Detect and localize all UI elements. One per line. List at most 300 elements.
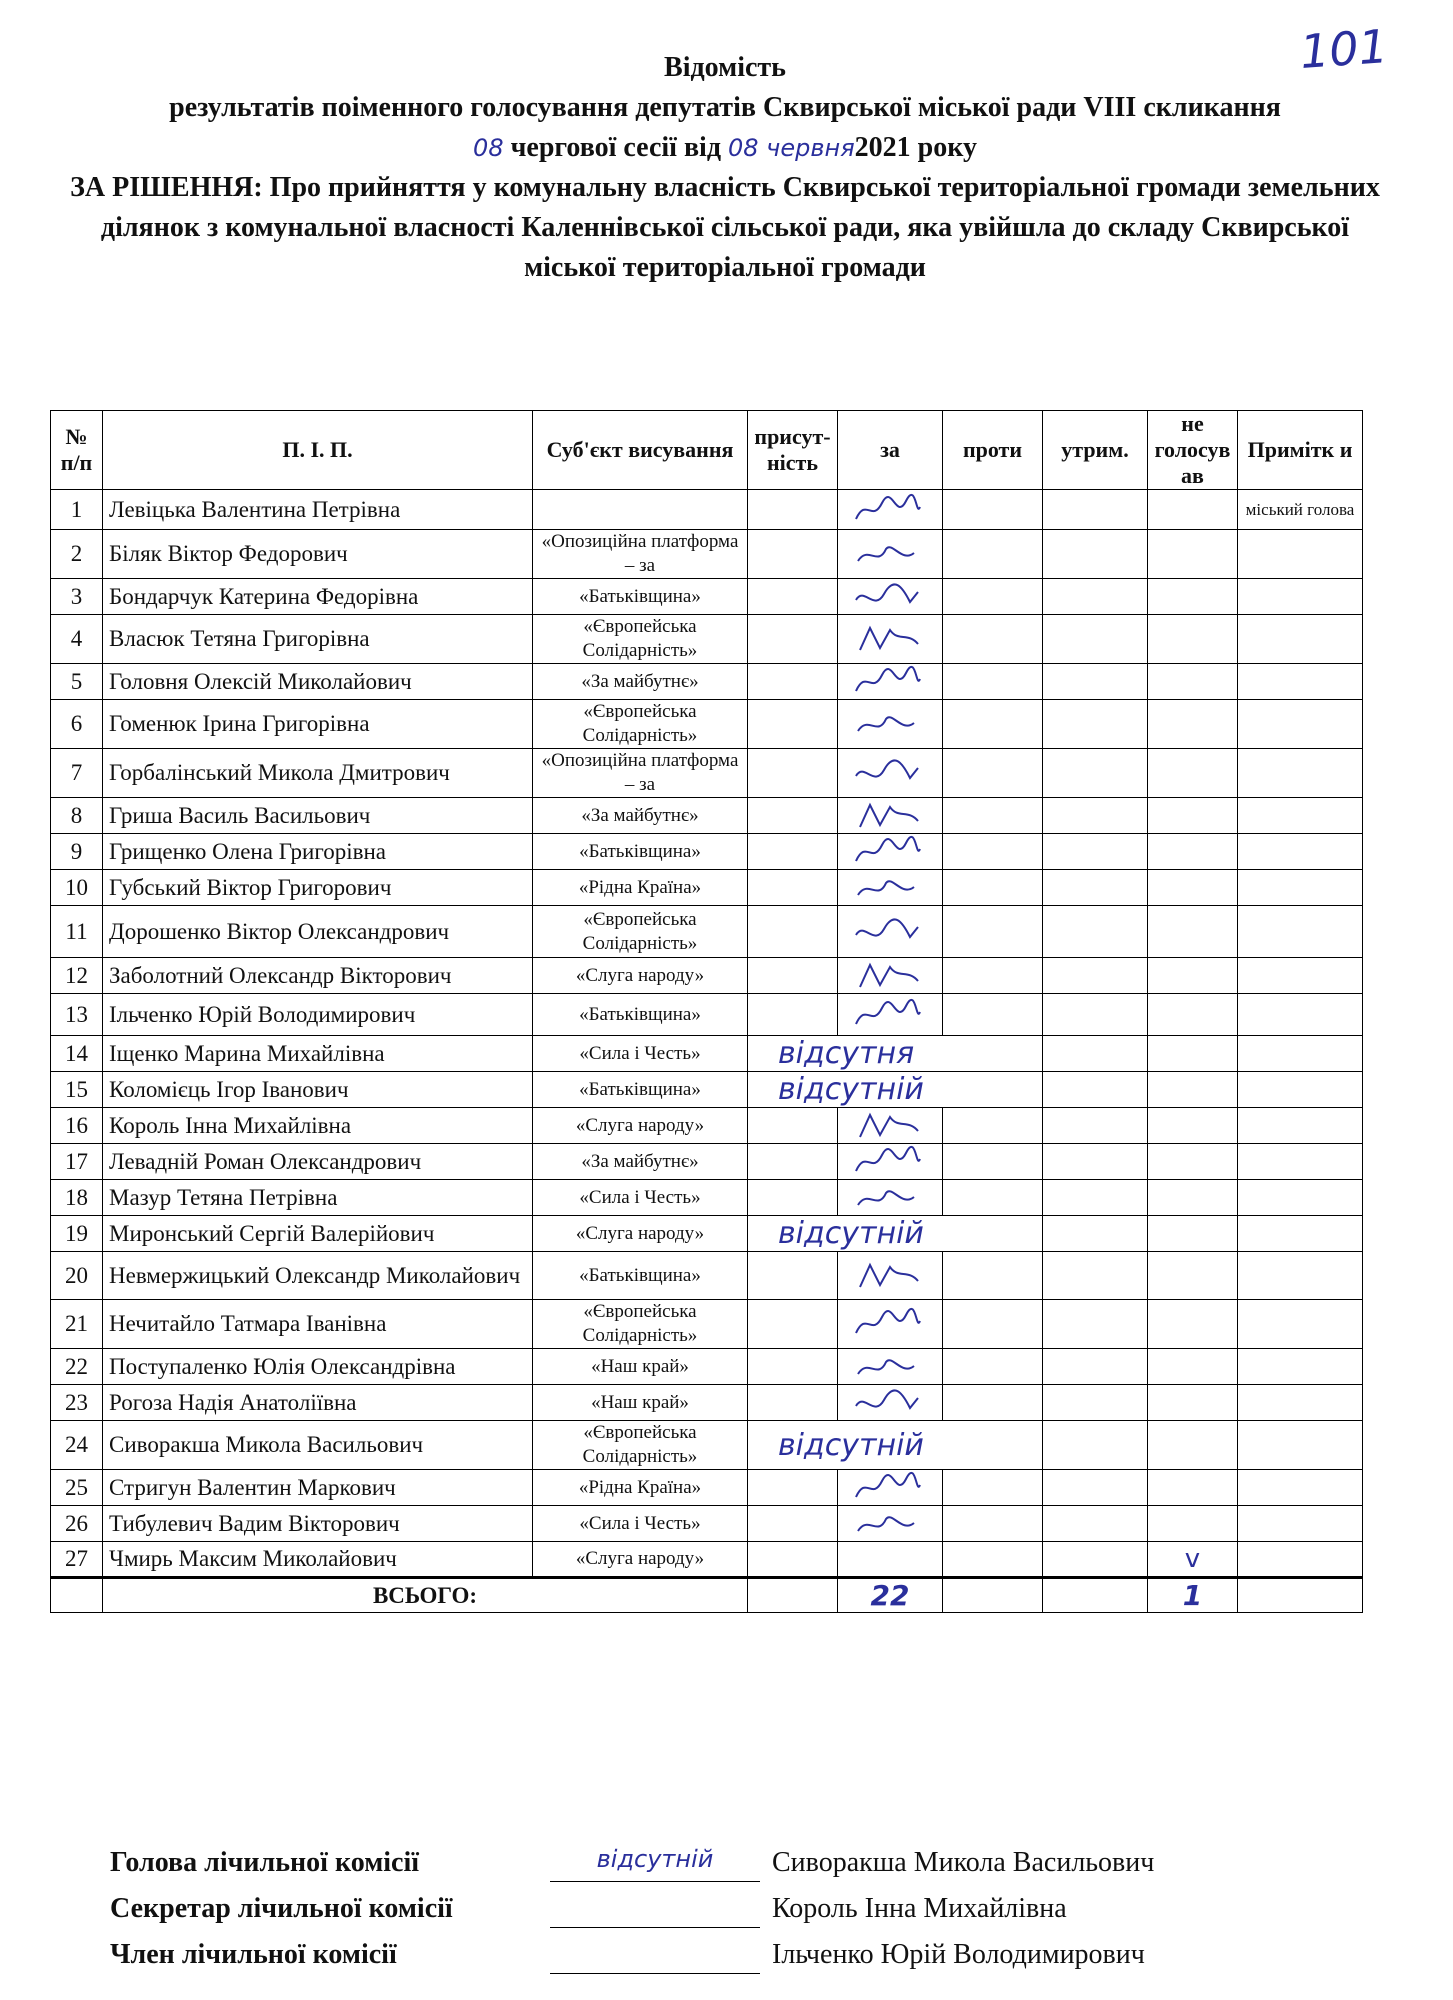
table-row [51,490,1363,530]
note-cell [1238,579,1363,615]
totals-not-voted: 1 [1148,1578,1238,1613]
handwritten-signature [852,665,922,699]
session-line [60,128,1390,168]
not-voted-cell [1148,906,1238,958]
present-cell [748,1108,838,1144]
deputy-party: «Європейська Солідарність» [533,906,748,958]
note-cell [1238,870,1363,906]
for-cell [838,1108,943,1144]
abstain-cell [1043,1542,1148,1578]
abstain-cell [1043,1385,1148,1421]
abstain-cell [1043,1252,1148,1300]
row-number: 9 [51,834,103,870]
table-row [51,1144,1363,1180]
row-number: 11 [51,906,103,958]
note-cell [1238,1144,1363,1180]
voting-table-wrap [50,410,1362,1613]
not-voted-cell [1148,1144,1238,1180]
deputy-name: Мазур Тетяна Петрівна [103,1180,533,1216]
present-cell [748,1180,838,1216]
abstain-cell [1043,749,1148,798]
header-against: проти [943,411,1043,490]
present-cell [748,958,838,994]
table-row [51,749,1363,798]
handwritten-signature [852,915,922,949]
row-number: 23 [51,1385,103,1421]
present-cell [748,834,838,870]
not-voted-cell [1148,994,1238,1036]
present-cell [748,1385,838,1421]
present-cell [748,906,838,958]
row-number: 15 [51,1072,103,1108]
deputy-name: Сиворакша Микола Васильович [103,1421,533,1470]
deputy-name: Горбалінський Микола Дмитрович [103,749,533,798]
abstain-cell [1043,490,1148,530]
present-cell [748,1349,838,1385]
abstain-cell [1043,834,1148,870]
table-row [51,906,1363,958]
deputy-party: «Наш край» [533,1385,748,1421]
abstain-cell [1043,870,1148,906]
abstain-cell [1043,994,1148,1036]
note-cell [1238,1252,1363,1300]
not-voted-mark: v [1148,1542,1238,1578]
row-number: 20 [51,1252,103,1300]
session-date: 08 червня [728,134,855,162]
deputy-party: «Батьківщина» [533,1072,748,1108]
deputy-party: «Сила і Честь» [533,1036,748,1072]
signature-line [550,1891,760,1928]
deputy-name: Миронський Сергій Валерійович [103,1216,533,1252]
row-number: 3 [51,579,103,615]
handwritten-signature [852,959,922,993]
not-voted-cell [1148,700,1238,749]
deputy-name: Дорошенко Віктор Олександрович [103,906,533,958]
for-cell [838,1300,943,1349]
deputy-party: «Рідна Країна» [533,870,748,906]
not-voted-cell [1148,749,1238,798]
for-cell [838,1542,943,1578]
table-row [51,834,1363,870]
not-voted-cell [1148,1036,1238,1072]
deputy-name: Заболотний Олександр Вікторович [103,958,533,994]
deputy-name: Бондарчук Катерина Федорівна [103,579,533,615]
decision-title: ЗА РІШЕННЯ: Про прийняття у комунальну власність Сквирської територіальної громади земельних ділянок з комунальної власності Каленнівської сільської ради, яка увійшла до складу Сквирської міської територіальної громади [70,172,1380,283]
document-subtitle: результатів поіменного голосування депутатів Сквирської міської ради VIII скликання [169,92,1281,123]
deputy-name: Грищенко Олена Григорівна [103,834,533,870]
table-row [51,798,1363,834]
not-voted-cell [1148,1252,1238,1300]
present-cell [748,664,838,700]
note-cell: міський голова [1238,490,1363,530]
row-number: 18 [51,1180,103,1216]
against-cell [943,749,1043,798]
handwritten-signature [852,1145,922,1179]
table-row [51,1036,1363,1072]
table-row [51,994,1363,1036]
for-cell [838,490,943,530]
footer-row-member [110,1932,1310,1978]
row-number: 1 [51,490,103,530]
deputy-party: «Наш край» [533,1349,748,1385]
against-cell [943,1470,1043,1506]
against-cell [943,1300,1043,1349]
against-cell [943,700,1043,749]
for-cell [838,870,943,906]
abstain-cell [1043,1072,1148,1108]
deputy-name: Гриша Василь Васильович [103,798,533,834]
note-cell [1238,615,1363,664]
deputy-name: Власюк Тетяна Григорівна [103,615,533,664]
for-cell [838,1144,943,1180]
not-voted-cell [1148,579,1238,615]
footer-row-chair [110,1840,1310,1886]
for-cell [838,579,943,615]
handwritten-signature [852,871,922,905]
for-cell [838,1470,943,1506]
session-number: 08 [473,134,504,162]
footer-name: Сиворакша Микола Васильович [772,1847,1155,1878]
note-cell [1238,700,1363,749]
for-cell [838,530,943,579]
abstain-cell [1043,700,1148,749]
against-cell [943,1108,1043,1144]
header-name: П. І. П. [103,411,533,490]
for-cell [838,906,943,958]
header-note: Примітк и [1238,411,1363,490]
absent-note: відсутній [748,1216,1043,1252]
commission-signatures [110,1840,1310,1978]
against-cell [943,1144,1043,1180]
row-number: 14 [51,1036,103,1072]
table-row [51,1180,1363,1216]
table-row [51,958,1363,994]
document-title: Відомість [664,52,786,83]
note-cell [1238,1506,1363,1542]
for-cell [838,1385,943,1421]
handwritten-signature [852,1471,922,1505]
table-body [51,490,1363,1613]
table-header-row [51,411,1363,490]
present-cell [748,615,838,664]
against-cell [943,1180,1043,1216]
session-line-mid: чергової сесії від [503,132,729,163]
deputy-party: «За майбутнє» [533,1144,748,1180]
row-number: 12 [51,958,103,994]
deputy-party: «Батьківщина» [533,1252,748,1300]
for-cell [838,958,943,994]
handwritten-signature [852,580,922,614]
for-cell [838,749,943,798]
present-cell [748,490,838,530]
deputy-name: Левадній Роман Олександрович [103,1144,533,1180]
not-voted-cell [1148,1385,1238,1421]
deputy-party: «Європейська Солідарність» [533,700,748,749]
note-cell [1238,798,1363,834]
deputy-party: «Сила і Честь» [533,1180,748,1216]
header-not-voted: не голосув ав [1148,411,1238,490]
row-number: 17 [51,1144,103,1180]
not-voted-cell [1148,1421,1238,1470]
deputy-name: Стригун Валентин Маркович [103,1470,533,1506]
deputy-party: «Батьківщина» [533,834,748,870]
deputy-party: «Слуга народу» [533,1216,748,1252]
handwritten-signature [852,622,922,656]
present-cell [748,1144,838,1180]
against-cell [943,615,1043,664]
not-voted-cell [1148,490,1238,530]
table-row [51,1108,1363,1144]
deputy-name: Невмержицький Олександр Миколайович [103,1252,533,1300]
present-cell [748,1252,838,1300]
table-row [51,1072,1363,1108]
row-number: 22 [51,1349,103,1385]
note-cell [1238,1385,1363,1421]
note-cell [1238,1180,1363,1216]
row-number: 26 [51,1506,103,1542]
handwritten-signature [852,707,922,741]
totals-label: ВСЬОГО: [103,1578,748,1613]
not-voted-cell [1148,1108,1238,1144]
deputy-party: «Європейська Солідарність» [533,1421,748,1470]
against-cell [943,1349,1043,1385]
for-cell [838,1506,943,1542]
totals-row [51,1578,1363,1613]
deputy-party: «Слуга народу» [533,958,748,994]
handwritten-signature [852,537,922,571]
deputy-party: «Опозиційна платформа – за [533,749,748,798]
abstain-cell [1043,1349,1148,1385]
present-cell [748,994,838,1036]
note-cell [1238,1421,1363,1470]
footer-role: Секретар лічильної комісії [110,1893,453,1924]
abstain-cell [1043,906,1148,958]
note-cell [1238,1072,1363,1108]
against-cell [943,870,1043,906]
abstain-cell [1043,1470,1148,1506]
table-row [51,1421,1363,1470]
deputy-name: Рогоза Надія Анатоліївна [103,1385,533,1421]
against-cell [943,958,1043,994]
table-row [51,530,1363,579]
handwritten-signature [852,1386,922,1420]
totals-blank [51,1578,103,1613]
absent-note: відсутня [748,1036,1043,1072]
note-cell [1238,749,1363,798]
session-year: 2021 року [854,132,977,163]
row-number: 5 [51,664,103,700]
signature-line [550,1937,760,1974]
header-for: за [838,411,943,490]
abstain-cell [1043,1036,1148,1072]
table-row [51,1385,1363,1421]
handwritten-signature [852,835,922,869]
row-number: 2 [51,530,103,579]
header-party: Суб'єкт висування [533,411,748,490]
table-row [51,1252,1363,1300]
not-voted-cell [1148,615,1238,664]
for-cell [838,994,943,1036]
note-cell [1238,664,1363,700]
against-cell [943,1542,1043,1578]
deputy-name: Чмирь Максим Миколайович [103,1542,533,1578]
row-number: 13 [51,994,103,1036]
note-cell [1238,994,1363,1036]
for-cell [838,1180,943,1216]
table-row [51,1349,1363,1385]
not-voted-cell [1148,664,1238,700]
not-voted-cell [1148,1300,1238,1349]
header-present: присут-ність [748,411,838,490]
against-cell [943,994,1043,1036]
header-num: № п/п [51,411,103,490]
not-voted-cell [1148,1506,1238,1542]
present-cell [748,530,838,579]
deputy-name: Поступаленко Юлія Олександрівна [103,1349,533,1385]
deputy-name: Нечитайло Татмара Іванівна [103,1300,533,1349]
against-cell [943,906,1043,958]
deputy-party: «Сила і Честь» [533,1506,748,1542]
present-cell [748,1542,838,1578]
for-cell [838,700,943,749]
note-cell [1238,1216,1363,1252]
row-number: 21 [51,1300,103,1349]
totals-present [748,1578,838,1613]
abstain-cell [1043,1421,1148,1470]
row-number: 7 [51,749,103,798]
handwritten-signature [852,1109,922,1143]
present-cell [748,1506,838,1542]
table-row [51,1300,1363,1349]
deputy-party: «Європейська Солідарність» [533,615,748,664]
table-row [51,870,1363,906]
abstain-cell [1043,615,1148,664]
deputy-name: Коломієць Ігор Іванович [103,1072,533,1108]
abstain-cell [1043,1144,1148,1180]
present-cell [748,700,838,749]
note-cell [1238,1542,1363,1578]
handwritten-signature [852,1350,922,1384]
handwritten-signature [852,1507,922,1541]
against-cell [943,1385,1043,1421]
handwritten-signature [852,493,922,527]
handwritten-signature [852,1307,922,1341]
deputy-name: Губський Віктор Григорович [103,870,533,906]
abstain-cell [1043,1506,1148,1542]
table-row [51,1216,1363,1252]
row-number: 16 [51,1108,103,1144]
handwritten-signature [852,756,922,790]
abstain-cell [1043,664,1148,700]
deputy-name: Іщенко Марина Михайлівна [103,1036,533,1072]
note-cell [1238,958,1363,994]
deputy-name: Левіцька Валентина Петрівна [103,490,533,530]
present-cell [748,749,838,798]
not-voted-cell [1148,1470,1238,1506]
footer-name: Король Інна Михайлівна [772,1893,1067,1924]
row-number: 19 [51,1216,103,1252]
deputy-name: Біляк Віктор Федорович [103,530,533,579]
deputy-name: Ільченко Юрій Володимирович [103,994,533,1036]
abstain-cell [1043,798,1148,834]
abstain-cell [1043,958,1148,994]
row-number: 4 [51,615,103,664]
against-cell [943,579,1043,615]
note-cell [1238,1036,1363,1072]
deputy-party: «За майбутнє» [533,798,748,834]
row-number: 10 [51,870,103,906]
not-voted-cell [1148,870,1238,906]
abstain-cell [1043,530,1148,579]
note-cell [1238,1108,1363,1144]
against-cell [943,834,1043,870]
totals-abstain [1043,1578,1148,1613]
not-voted-cell [1148,958,1238,994]
handwritten-signature [852,1259,922,1293]
deputy-party: «Батьківщина» [533,579,748,615]
not-voted-cell [1148,1180,1238,1216]
table-row [51,1542,1363,1578]
row-number: 6 [51,700,103,749]
abstain-cell [1043,1108,1148,1144]
deputy-party: «Опозиційна платформа – за [533,530,748,579]
deputy-name: Гоменюк Ірина Григорівна [103,700,533,749]
deputy-party: «Слуга народу» [533,1542,748,1578]
deputy-party: «Рідна Країна» [533,1470,748,1506]
deputy-party: «Європейська Солідарність» [533,1300,748,1349]
footer-row-secretary [110,1886,1310,1932]
totals-note [1238,1578,1363,1613]
handwritten-signature [852,1181,922,1215]
not-voted-cell [1148,798,1238,834]
table-row [51,579,1363,615]
row-number: 24 [51,1421,103,1470]
page-number: 101 [1298,19,1390,79]
absent-note: відсутній [748,1421,1043,1470]
header-abstain: утрим. [1043,411,1148,490]
totals-against [943,1578,1043,1613]
abstain-cell [1043,1180,1148,1216]
signature-line: відсутній [550,1845,760,1882]
not-voted-cell [1148,1216,1238,1252]
present-cell [748,870,838,906]
deputy-name: Головня Олексій Миколайович [103,664,533,700]
document-header [60,48,1390,288]
present-cell [748,798,838,834]
handwritten-signature [852,998,922,1032]
totals-for: 22 [838,1578,943,1613]
note-cell [1238,1300,1363,1349]
note-cell [1238,1470,1363,1506]
present-cell [748,579,838,615]
not-voted-cell [1148,834,1238,870]
note-cell [1238,530,1363,579]
against-cell [943,490,1043,530]
deputy-party [533,490,748,530]
deputy-party: «Батьківщина» [533,994,748,1036]
table-row [51,1506,1363,1542]
for-cell [838,664,943,700]
for-cell [838,1252,943,1300]
deputy-party: «За майбутнє» [533,664,748,700]
for-cell [838,615,943,664]
row-number: 8 [51,798,103,834]
not-voted-cell [1148,1072,1238,1108]
footer-name: Ільченко Юрій Володимирович [772,1939,1145,1970]
for-cell [838,834,943,870]
against-cell [943,530,1043,579]
table-row [51,700,1363,749]
